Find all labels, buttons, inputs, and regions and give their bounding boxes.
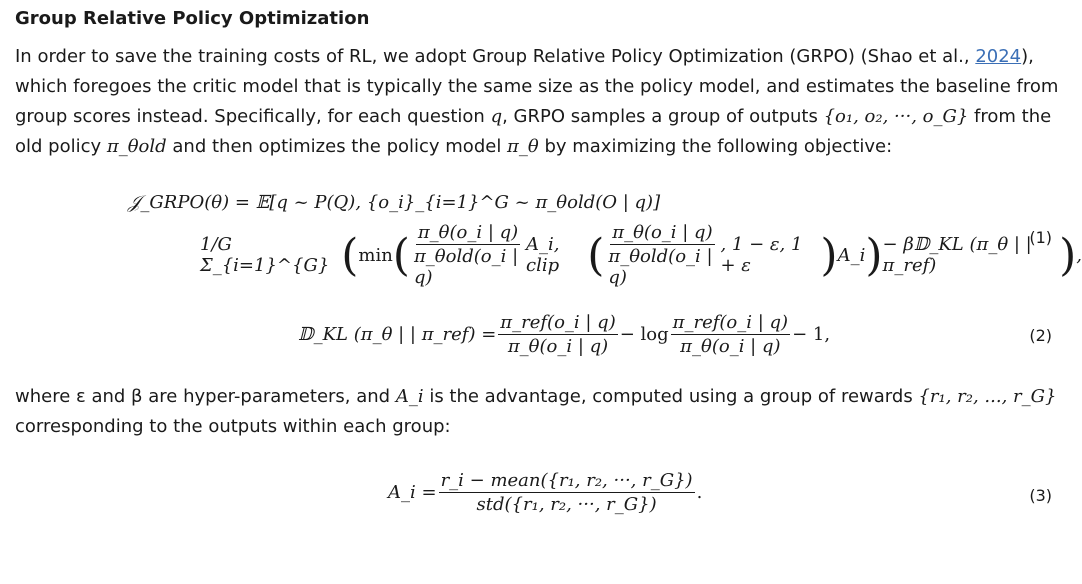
eq1-clip-close: ) — [820, 229, 838, 281]
math-old-policy: π_θold — [106, 136, 167, 157]
text-segment: , GRPO samples a group of outputs — [502, 106, 824, 127]
eq1-min: min — [358, 244, 393, 266]
eq1-objective: 𝒥_GRPO(θ) = 𝔼[q ~ P(Q), {o_i}_{i=1}^G ~ π_θold(O | q)] — [128, 192, 661, 213]
text-segment: is the advantage, computed using a group of rewards — [423, 386, 919, 407]
eq1-clip-tail: , 1 − ε, 1 + ε — [720, 234, 803, 276]
eq1-ratio — [412, 222, 524, 288]
eq1-ratio-den: π_θold(o_i | q) — [413, 246, 519, 288]
equation-3 — [388, 470, 702, 515]
eq1-clip-open: ( — [587, 229, 605, 281]
eq2-frac1-den: π_θ(o_i | q) — [507, 336, 609, 357]
eq3-den: std({r₁, r₂, ···, r_G}) — [476, 494, 657, 515]
eq1-adv: A_i — [837, 244, 866, 266]
eq3-tail: . — [696, 482, 703, 503]
eq1-sum: 1/G Σ_{i=1}^{G} — [200, 234, 330, 276]
eq2-frac-2 — [671, 312, 790, 357]
math-outputs-set: {o₁, o₂, ···, o_G} — [823, 106, 969, 127]
eq2-frac2-num: π_ref(o_i | q) — [672, 312, 789, 333]
section-heading: Group Relative Policy Optimization — [15, 8, 370, 29]
math-var-q: q — [490, 106, 503, 127]
eq1-open-paren-inner: ( — [392, 229, 410, 281]
eq3-frac — [439, 470, 695, 515]
text-segment: ), which foregoes the critic model that is typically the same size as the policy model, and estimates the baseline from group scores instead. Specifically, for each question — [15, 46, 1059, 127]
math-rewards-set: {r₁, r₂, ..., r_G} — [918, 386, 1057, 407]
eq1-mid: A_i, clip — [526, 234, 560, 276]
equation-number-3: (3) — [1029, 486, 1052, 505]
eq1-clip-ratio — [606, 222, 718, 288]
eq1-clip-num: π_θ(o_i | q) — [612, 222, 713, 243]
equation-number-1: (1) — [1029, 228, 1052, 247]
equation-1-line-1 — [128, 192, 660, 213]
math-var-A: A_i — [395, 386, 424, 407]
text-segment: corresponding to the outputs within each group: — [15, 416, 451, 437]
eq1-kl: − β𝔻_KL (π_θ | | π_ref) — [882, 234, 1032, 276]
citation-link[interactable]: 2024 — [975, 46, 1022, 67]
text-segment: and then optimizes the policy model — [166, 136, 508, 157]
eq1-ratio-num: π_θ(o_i | q) — [417, 222, 519, 243]
eq1-clip-den: π_θold(o_i | q) — [608, 246, 713, 288]
eq1-close-paren: ) — [1059, 229, 1077, 281]
eq2-tail: − 1, — [792, 324, 831, 345]
math-policy: π_θ — [507, 136, 539, 157]
text-segment: by maximizing the following objective: — [538, 136, 893, 157]
eq2-frac1-num: π_ref(o_i | q) — [500, 312, 616, 333]
eq2-mid: − log — [619, 324, 669, 345]
advantage-paragraph — [15, 382, 1065, 442]
equation-1-line-2 — [200, 222, 1082, 288]
eq2-frac2-den: π_θ(o_i | q) — [680, 336, 781, 357]
eq1-close-paren-inner: ) — [865, 229, 883, 281]
eq1-open-paren: ( — [341, 229, 359, 281]
eq3-lhs: A_i = — [388, 482, 437, 503]
text-segment: where ε and β are hyper-parameters, and — [15, 386, 396, 407]
intro-paragraph — [15, 42, 1065, 162]
eq1-end: , — [1076, 244, 1082, 266]
eq3-num: r_i − mean({r₁, r₂, ···, r_G}) — [440, 470, 693, 491]
text-segment: from the old policy — [15, 106, 1052, 157]
eq2-frac-1 — [498, 312, 617, 357]
equation-2 — [298, 312, 830, 357]
equation-number-2: (2) — [1029, 326, 1052, 345]
eq2-lhs: 𝔻_KL (π_θ | | π_ref) = — [298, 324, 497, 345]
text-segment: In order to save the training costs of RL, we adopt Group Relative Policy Optimization (GRPO) (Shao et al., — [15, 46, 976, 67]
